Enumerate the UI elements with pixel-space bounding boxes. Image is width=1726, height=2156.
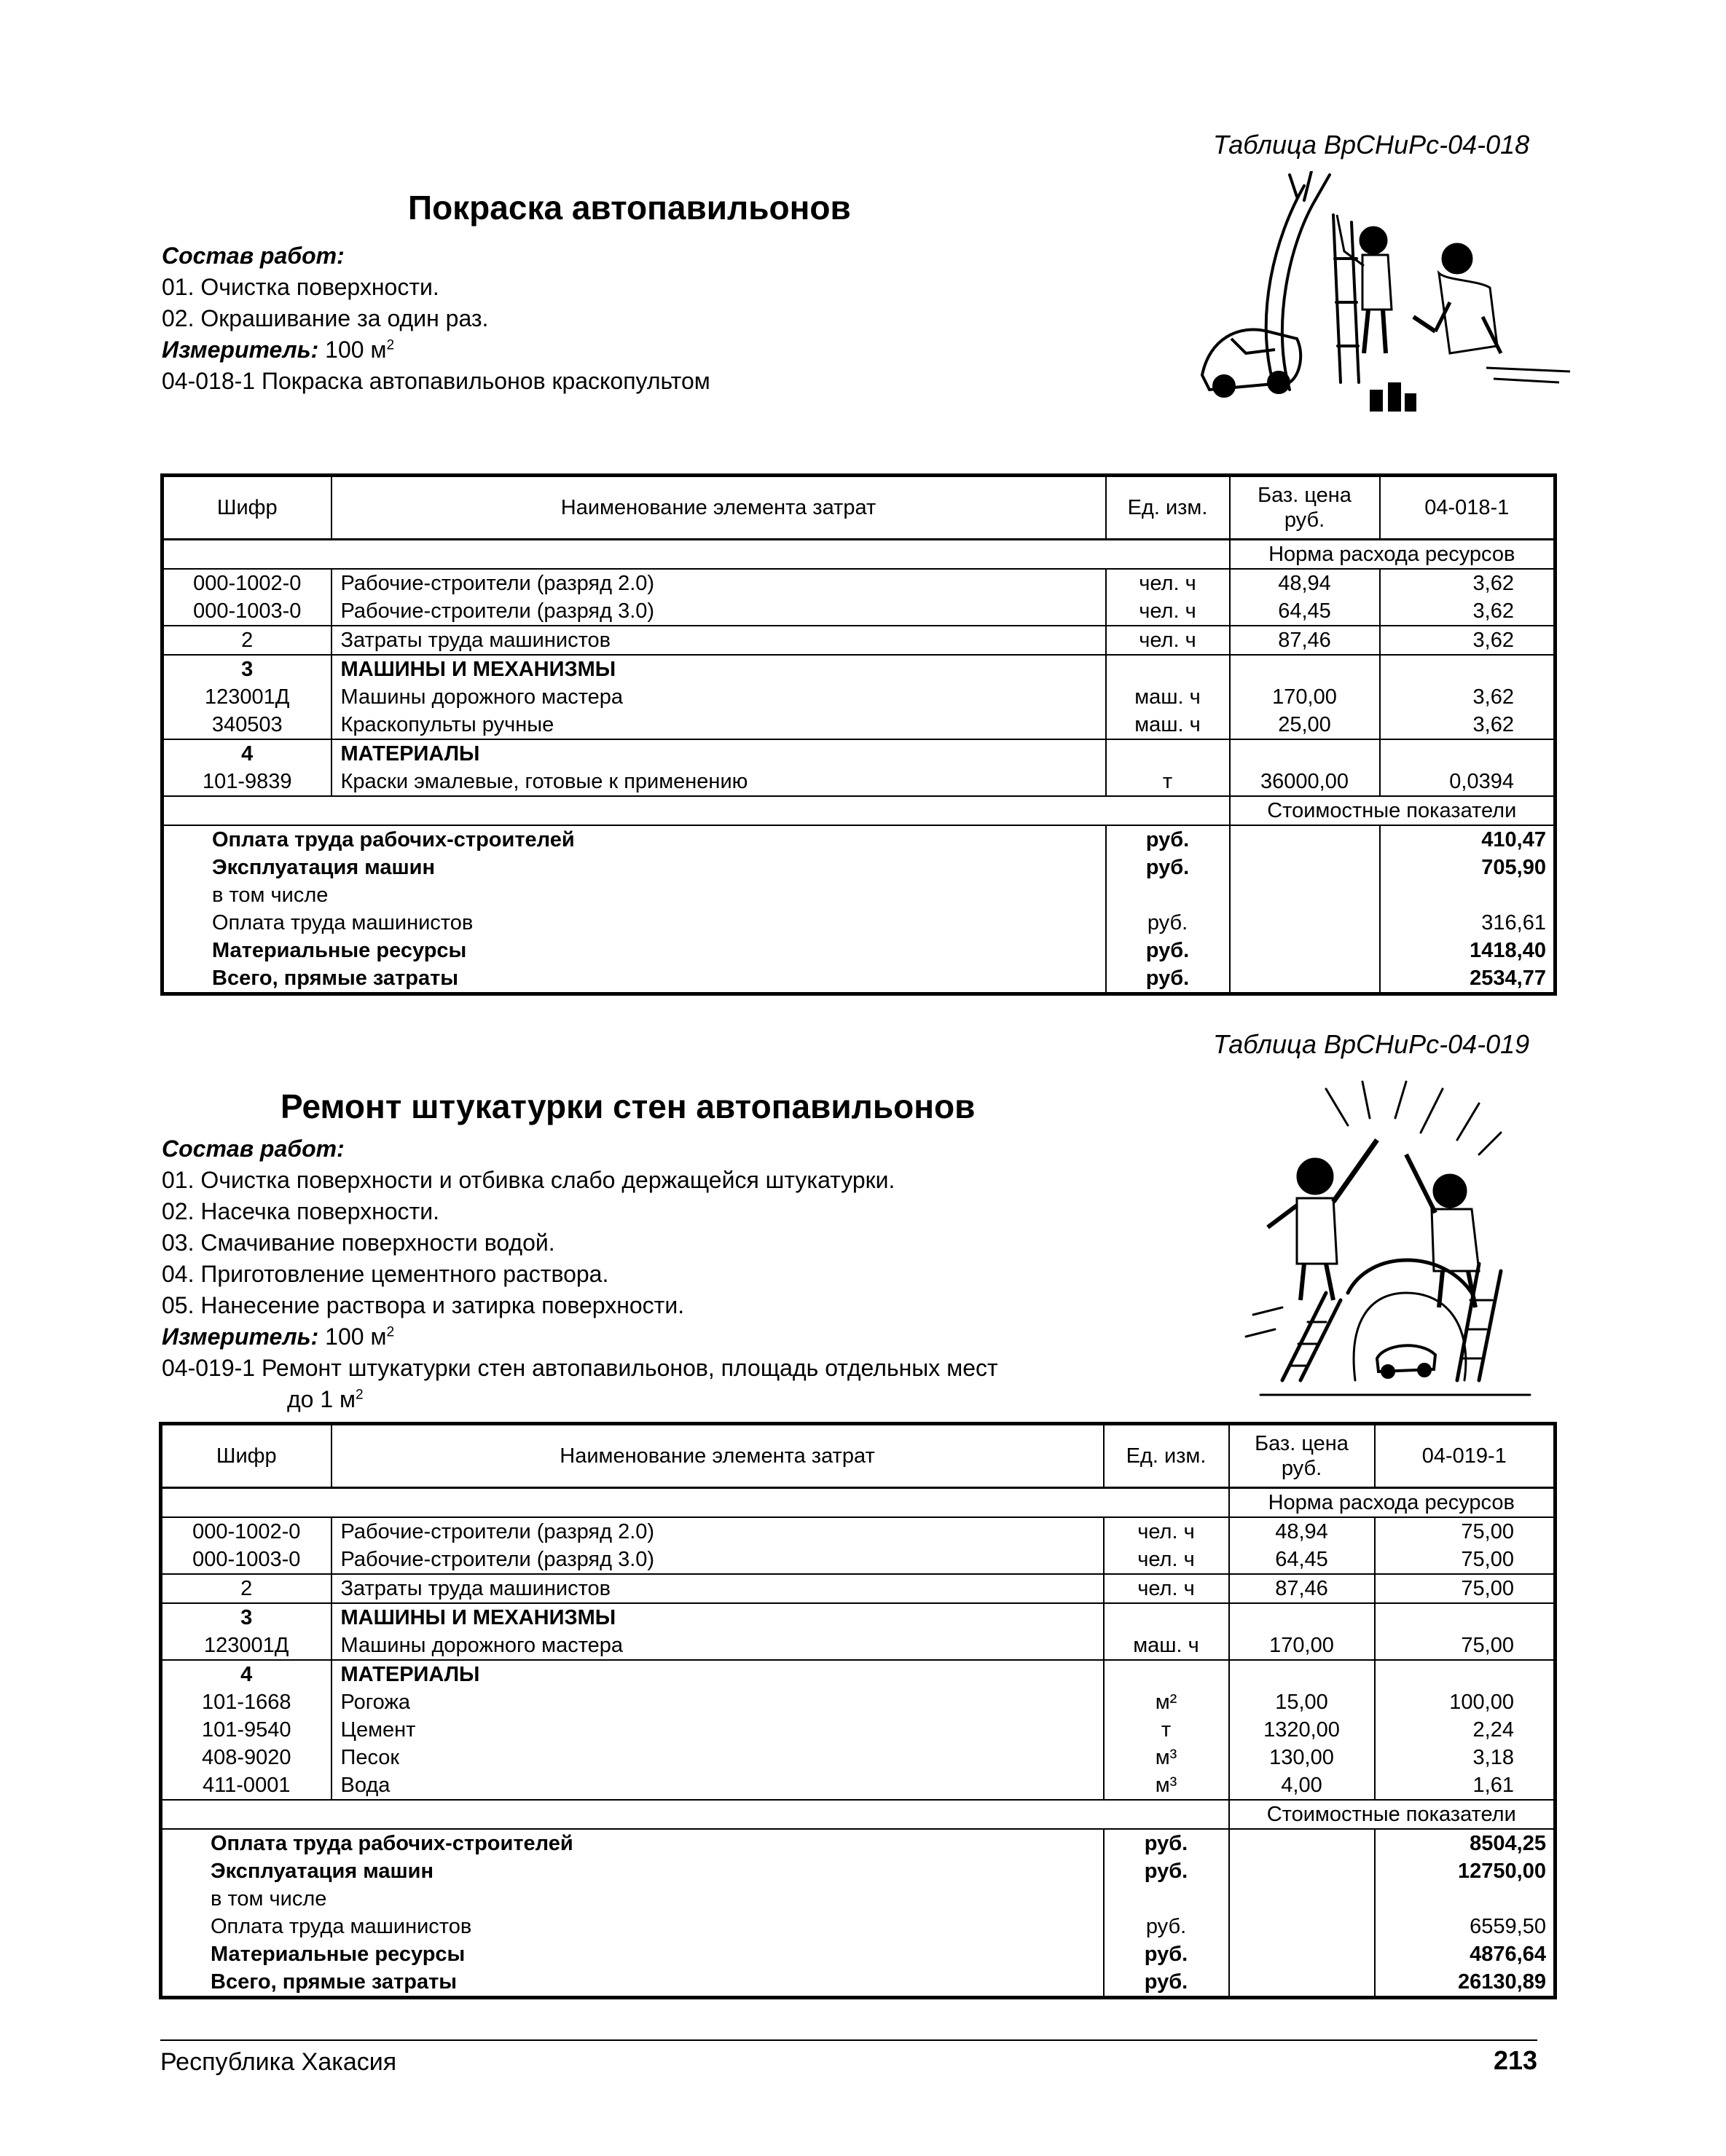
row-unit: т — [1104, 1716, 1229, 1744]
row-code: 000-1002-0 — [161, 1517, 332, 1546]
cost-blank — [1230, 881, 1380, 909]
cost-name: Оплата труда рабочих-строителей — [161, 1829, 1104, 1857]
cost-blank — [1229, 1857, 1375, 1885]
norm-section-label: Норма расхода ресурсов — [1229, 1488, 1556, 1518]
work-step: 01. Очистка поверхности. — [162, 274, 439, 300]
row-unit: чел. ч — [1104, 1517, 1229, 1546]
row-code: 2 — [162, 626, 332, 655]
row-name: Цемент — [332, 1716, 1104, 1744]
cost-value: 410,47 — [1481, 828, 1546, 851]
cost-blank — [1229, 1968, 1375, 1998]
cost-section-label: Стоимостные показатели — [1229, 1800, 1556, 1829]
cost-name: Оплата труда рабочих-строителей — [162, 825, 1106, 854]
cost-unit: руб. — [1106, 854, 1230, 881]
cost-row — [162, 881, 1556, 909]
section-description — [162, 240, 710, 397]
cost-blank — [1229, 1940, 1375, 1968]
row-value — [1375, 1660, 1556, 1688]
resource-row — [162, 569, 1556, 597]
cost-name: Материальные ресурсы — [161, 1940, 1104, 1968]
works-label: Состав работ: — [162, 243, 345, 269]
header-price: Баз. цена руб. — [1229, 1424, 1375, 1488]
car-icon — [1202, 330, 1301, 397]
row-unit: м³ — [1104, 1744, 1229, 1771]
cost-row — [162, 937, 1556, 964]
row-value: 3,62 — [1472, 572, 1514, 595]
row-unit: маш. ч — [1104, 1632, 1229, 1660]
row-unit: чел. ч — [1106, 597, 1230, 626]
cost-row — [161, 1968, 1556, 1998]
row-value: 75,00 — [1375, 1574, 1556, 1603]
cost-unit: руб. — [1104, 1857, 1229, 1885]
row-name: Рабочие-строители (разряд 3.0) — [332, 597, 1106, 626]
cost-section-row — [161, 1800, 1556, 1829]
row-unit: чел. ч — [1106, 626, 1230, 655]
row-code: 101-9540 — [161, 1716, 332, 1744]
cost-section-row — [162, 796, 1556, 825]
cost-row — [162, 964, 1556, 994]
cost-name: в том числе — [162, 881, 1106, 909]
row-price: 48,94 — [1230, 569, 1380, 597]
row-code: 000-1003-0 — [162, 597, 332, 626]
norm-section-label: Норма расхода ресурсов — [1230, 540, 1556, 570]
work-step: 05. Нанесение раствора и затирка поверхности. — [162, 1292, 685, 1318]
plasterer-figure-right — [1406, 1154, 1479, 1307]
row-value — [1380, 739, 1556, 768]
row-price: 48,94 — [1229, 1517, 1375, 1546]
cost-unit: руб. — [1106, 909, 1230, 937]
section-description — [162, 1133, 998, 1415]
row-name: Вода — [332, 1771, 1104, 1800]
cost-unit: руб. — [1106, 964, 1230, 994]
resource-row — [161, 1517, 1556, 1546]
row-unit — [1104, 1660, 1229, 1688]
resource-row — [162, 711, 1556, 739]
cost-unit: руб. — [1106, 937, 1230, 964]
row-value: 3,62 — [1472, 713, 1514, 736]
cost-row — [162, 909, 1556, 937]
cost-value: 8504,25 — [1470, 1832, 1546, 1855]
table-header-row — [162, 476, 1556, 540]
row-price: 4,00 — [1229, 1771, 1375, 1800]
cost-blank — [1229, 1829, 1375, 1857]
cost-value: 705,90 — [1481, 856, 1546, 879]
row-unit — [1106, 739, 1230, 768]
row-code: 408-9020 — [161, 1744, 332, 1771]
row-unit: м² — [1104, 1688, 1229, 1716]
cost-unit: руб. — [1104, 1940, 1229, 1968]
work-step: 01. Очистка поверхности и отбивка слабо держащейся штукатурки. — [162, 1167, 895, 1193]
row-price — [1229, 1603, 1375, 1632]
norm-section-row — [161, 1488, 1556, 1518]
row-value: 3,18 — [1472, 1746, 1514, 1769]
row-code: 2 — [161, 1574, 332, 1603]
row-name: Машины дорожного мастера — [332, 1632, 1104, 1660]
row-value: 0,0394 — [1449, 770, 1514, 793]
works-label: Состав работ: — [162, 1136, 345, 1162]
cost-name: Всего, прямые затраты — [162, 964, 1106, 994]
row-unit: чел. ч — [1104, 1546, 1229, 1574]
cost-name: в том числе — [161, 1885, 1104, 1913]
cost-value: 26130,89 — [1458, 1970, 1546, 1994]
measure-line — [162, 334, 710, 366]
cost-value: 4876,64 — [1470, 1943, 1546, 1966]
row-value: 75,00 — [1461, 1548, 1514, 1571]
resource-row — [162, 655, 1556, 683]
cost-unit — [1106, 881, 1230, 909]
resource-rows — [161, 1517, 1556, 1800]
item-cont-text: до 1 м — [287, 1386, 356, 1412]
cost-unit: руб. — [1104, 1829, 1229, 1857]
cost-unit: руб. — [1104, 1913, 1229, 1940]
measure-line — [162, 1321, 998, 1353]
measure-sup: 2 — [386, 1324, 395, 1340]
resource-row — [161, 1716, 1556, 1744]
cost-value: 2534,77 — [1470, 967, 1546, 990]
cost-rows — [161, 1829, 1556, 1998]
row-name: Затраты труда машинистов — [332, 1574, 1104, 1603]
work-step: 02. Насечка поверхности. — [162, 1198, 439, 1224]
row-code: 4 — [162, 739, 332, 768]
row-value: 75,00 — [1461, 1520, 1514, 1543]
painter-figure-left — [1337, 215, 1392, 353]
row-name: Краски эмалевые, готовые к применению — [332, 768, 1106, 796]
cost-unit: руб. — [1106, 825, 1230, 854]
row-name: Рабочие-строители (разряд 2.0) — [332, 569, 1106, 597]
footer-region: Республика Хакасия — [160, 2048, 397, 2076]
painter-figure-right — [1413, 244, 1501, 353]
header-price: Баз. цена руб. — [1230, 476, 1380, 540]
row-name: Рогожа — [332, 1688, 1104, 1716]
cost-section-label: Стоимостные показатели — [1230, 796, 1556, 825]
header-unit: Ед. изм. — [1104, 1424, 1229, 1488]
resource-row — [161, 1632, 1556, 1660]
row-unit: маш. ч — [1106, 711, 1230, 739]
row-price: 170,00 — [1230, 683, 1380, 711]
cost-name: Эксплуатация машин — [162, 854, 1106, 881]
cost-blank — [1229, 1885, 1375, 1913]
row-name: Рабочие-строители (разряд 3.0) — [332, 1546, 1104, 1574]
cost-blank — [1229, 1913, 1375, 1940]
cost-name: Оплата труда машинистов — [161, 1913, 1104, 1940]
resource-table — [160, 473, 1557, 996]
row-name: МАШИНЫ И МЕХАНИЗМЫ — [332, 655, 1106, 683]
norm-section-blank — [161, 1488, 1229, 1518]
header-column-code: 04-018-1 — [1380, 476, 1556, 540]
row-name: МАТЕРИАЛЫ — [332, 1660, 1104, 1688]
row-price — [1230, 739, 1380, 768]
work-step: 03. Смачивание поверхности водой. — [162, 1230, 555, 1256]
row-unit: т — [1106, 768, 1230, 796]
row-value: 3,62 — [1380, 626, 1556, 655]
cost-value: 6559,50 — [1470, 1915, 1546, 1938]
row-unit: чел. ч — [1106, 569, 1230, 597]
cost-row — [161, 1829, 1556, 1857]
row-unit: м³ — [1104, 1771, 1229, 1800]
table-number-label: Таблица ВрСНиРс-04-019 — [1213, 1029, 1530, 1059]
cost-value: 316,61 — [1481, 911, 1546, 935]
cost-rows — [162, 825, 1556, 994]
row-unit: маш. ч — [1106, 683, 1230, 711]
header-code: Шифр — [162, 476, 332, 540]
cost-row — [161, 1940, 1556, 1968]
row-price: 15,00 — [1229, 1688, 1375, 1716]
measure-value: 100 м — [325, 1323, 387, 1350]
row-code: 101-9839 — [162, 768, 332, 796]
row-code: 000-1003-0 — [161, 1546, 332, 1574]
table-header-row — [161, 1424, 1556, 1488]
row-code: 4 — [161, 1660, 332, 1688]
row-name: Краскопульты ручные — [332, 711, 1106, 739]
paint-cans-icon — [1370, 382, 1416, 412]
norm-section-blank — [162, 540, 1230, 570]
cost-name: Материальные ресурсы — [162, 937, 1106, 964]
row-value — [1375, 1603, 1556, 1632]
footer-rule — [160, 2039, 1537, 2041]
row-value — [1380, 655, 1556, 683]
item-line: 04-018-1 Покраска автопавильонов краскопультом — [162, 368, 710, 394]
cost-row — [162, 854, 1556, 881]
measure-sup: 2 — [386, 337, 395, 353]
measure-value: 100 м — [325, 337, 387, 363]
work-step: 04. Приготовление цементного раствора. — [162, 1261, 609, 1287]
cost-row — [161, 1913, 1556, 1940]
row-price: 130,00 — [1229, 1744, 1375, 1771]
row-unit — [1104, 1603, 1229, 1632]
item-line: 04-019-1 Ремонт штукатурки стен автопавильонов, площадь отдельных мест — [162, 1355, 998, 1381]
row-name: Песок — [332, 1744, 1104, 1771]
row-code: 411-0001 — [161, 1771, 332, 1800]
cost-section-blank — [162, 796, 1230, 825]
row-code: 3 — [162, 655, 332, 683]
section-title: Покраска автопавильонов — [408, 189, 851, 227]
cost-value — [1375, 1885, 1556, 1913]
header-unit: Ед. изм. — [1106, 476, 1230, 540]
row-code: 3 — [161, 1603, 332, 1632]
row-code: 123001Д — [161, 1632, 332, 1660]
row-name: МАТЕРИАЛЫ — [332, 739, 1106, 768]
row-price — [1229, 1660, 1375, 1688]
cost-row — [161, 1857, 1556, 1885]
cost-name: Оплата труда машинистов — [162, 909, 1106, 937]
row-price: 64,45 — [1229, 1546, 1375, 1574]
resource-row — [161, 1771, 1556, 1800]
cost-row — [162, 825, 1556, 854]
row-code: 101-1668 — [161, 1688, 332, 1716]
row-code: 340503 — [162, 711, 332, 739]
resource-row — [161, 1688, 1556, 1716]
measure-label: Измеритель: — [162, 1323, 319, 1350]
resource-row — [162, 739, 1556, 768]
item-line-continued — [162, 1384, 998, 1415]
row-code: 123001Д — [162, 683, 332, 711]
row-price: 25,00 — [1230, 711, 1380, 739]
row-unit — [1106, 655, 1230, 683]
cost-row — [161, 1885, 1556, 1913]
measure-label: Измеритель: — [162, 337, 319, 363]
row-price: 36000,00 — [1230, 768, 1380, 796]
resource-row — [161, 1574, 1556, 1603]
resource-row — [161, 1660, 1556, 1688]
cost-blank — [1230, 937, 1380, 964]
resource-row — [161, 1546, 1556, 1574]
page-number: 213 — [1494, 2045, 1538, 2075]
cost-blank — [1230, 909, 1380, 937]
resource-row — [162, 683, 1556, 711]
resource-row — [161, 1744, 1556, 1771]
row-value: 3,62 — [1472, 685, 1514, 709]
resource-rows — [162, 569, 1556, 796]
header-name: Наименование элемента затрат — [332, 1424, 1104, 1488]
row-value: 75,00 — [1461, 1634, 1514, 1657]
row-price: 1320,00 — [1229, 1716, 1375, 1744]
cost-blank — [1230, 825, 1380, 854]
cost-name: Всего, прямые затраты — [161, 1968, 1104, 1998]
row-name: Рабочие-строители (разряд 2.0) — [332, 1517, 1104, 1546]
cost-section-blank — [161, 1800, 1229, 1829]
cost-value: 12750,00 — [1458, 1860, 1546, 1883]
row-price: 87,46 — [1230, 626, 1380, 655]
row-name: Затраты труда машинистов — [332, 626, 1106, 655]
plastering-workers-illustration — [1239, 1074, 1552, 1402]
painting-workers-illustration — [1195, 171, 1574, 426]
header-code: Шифр — [161, 1424, 332, 1488]
cost-value: 1418,40 — [1470, 939, 1546, 962]
header-name: Наименование элемента затрат — [332, 476, 1106, 540]
norm-section-row — [162, 540, 1556, 570]
row-value: 100,00 — [1449, 1691, 1514, 1714]
cost-blank — [1230, 854, 1380, 881]
resource-row — [162, 597, 1556, 626]
row-name: Машины дорожного мастера — [332, 683, 1106, 711]
row-value: 3,62 — [1472, 599, 1514, 623]
resource-table — [159, 1422, 1557, 1999]
cost-unit — [1104, 1885, 1229, 1913]
table-number-label: Таблица ВрСНиРс-04-018 — [1213, 130, 1530, 160]
cost-name: Эксплуатация машин — [161, 1857, 1104, 1885]
car-icon — [1377, 1345, 1435, 1377]
work-step: 02. Окрашивание за один раз. — [162, 305, 489, 331]
row-unit: чел. ч — [1104, 1574, 1229, 1603]
row-price — [1230, 655, 1380, 683]
row-code: 000-1002-0 — [162, 569, 332, 597]
cost-unit: руб. — [1104, 1968, 1229, 1998]
cost-blank — [1230, 964, 1380, 994]
resource-row — [162, 626, 1556, 655]
row-value: 2,24 — [1472, 1718, 1514, 1742]
row-price: 170,00 — [1229, 1632, 1375, 1660]
row-price: 64,45 — [1230, 597, 1380, 626]
row-name: МАШИНЫ И МЕХАНИЗМЫ — [332, 1603, 1104, 1632]
resource-row — [161, 1603, 1556, 1632]
cost-value — [1380, 881, 1556, 909]
section-title: Ремонт штукатурки стен автопавильонов — [281, 1087, 976, 1125]
row-value: 1,61 — [1472, 1774, 1514, 1797]
header-column-code: 04-019-1 — [1375, 1424, 1556, 1488]
row-price: 87,46 — [1229, 1574, 1375, 1603]
resource-row — [162, 768, 1556, 796]
item-cont-sup: 2 — [356, 1387, 364, 1403]
